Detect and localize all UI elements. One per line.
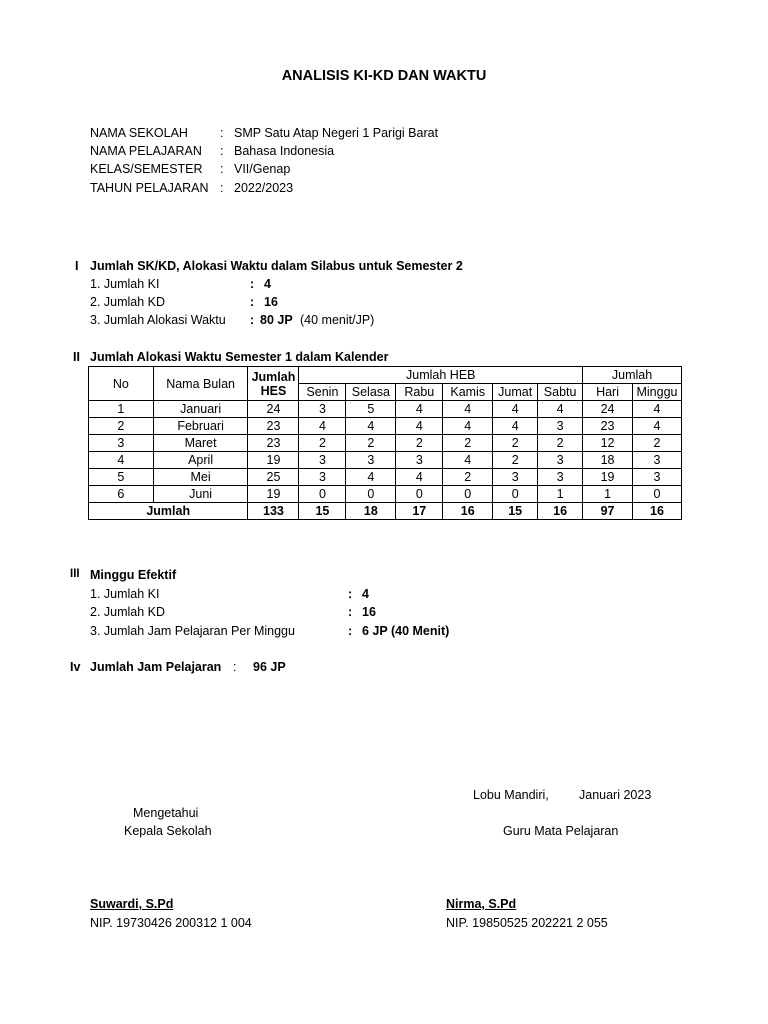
row-hari: 18 [583,452,633,469]
row-no: 6 [89,486,154,503]
signature-left-name: Suwardi, S.Pd [90,897,174,911]
header-hari: Hari [583,384,633,401]
table-total-row [89,503,682,520]
row-heb: 2 [538,435,583,452]
header-hes-line2: HES [260,383,287,398]
info-label: NAMA SEKOLAH [90,126,188,140]
row-heb: 4 [299,418,346,435]
info-label: NAMA PELAJARAN [90,144,202,158]
row-minggu: 4 [632,401,681,418]
section-heading: Jumlah Alokasi Waktu Semester 1 dalam Kalender [90,350,389,364]
info-value: Bahasa Indonesia [234,144,335,158]
info-label: KELAS/SEMESTER [90,162,203,176]
row-heb: 4 [396,418,443,435]
row-hari: 24 [583,401,633,418]
row-heb: 3 [299,469,346,486]
row-heb: 2 [443,435,493,452]
total-hes: 133 [248,503,299,520]
table-header-row [89,367,682,384]
row-heb: 2 [443,469,493,486]
row-minggu: 3 [632,469,681,486]
row-hes: 23 [248,418,299,435]
row-minggu: 0 [632,486,681,503]
item-sep: : [233,660,237,674]
row-hes: 19 [248,486,299,503]
total-heb: 16 [538,503,583,520]
signature-left-line1: Mengetahui [133,806,199,820]
row-hes: 24 [248,401,299,418]
item-label: 2. Jumlah KD [90,295,166,309]
row-no: 4 [89,452,154,469]
item-value: 96 JP [253,660,286,674]
row-heb: 3 [538,418,583,435]
row-bulan: Mei [153,469,248,486]
item-label: 2. Jumlah KD [90,605,166,619]
row-hes: 25 [248,469,299,486]
total-heb: 15 [493,503,538,520]
info-sep: : [220,144,224,158]
header-heb: Jumlah HEB [299,367,583,384]
row-heb: 0 [443,486,493,503]
item-label: 3. Jumlah Alokasi Waktu [90,313,226,327]
header-hes [248,367,299,401]
header-day: Rabu [396,384,443,401]
row-heb: 4 [443,401,493,418]
row-hari: 12 [583,435,633,452]
row-heb: 4 [346,418,396,435]
section-heading: Minggu Efektif [90,568,177,582]
signature-left-nip: NIP. 19730426 200312 1 004 [90,916,252,930]
row-minggu: 2 [632,435,681,452]
total-heb: 18 [346,503,396,520]
row-hes: 19 [248,452,299,469]
row-heb: 4 [538,401,583,418]
info-value: 2022/2023 [234,181,294,195]
row-hari: 19 [583,469,633,486]
item-sep: : [250,277,255,291]
table-row [89,418,682,435]
section-number: I [75,259,79,273]
row-heb: 0 [396,486,443,503]
item-sep: : [250,313,255,327]
row-heb: 3 [538,452,583,469]
row-heb: 3 [396,452,443,469]
row-heb: 4 [396,401,443,418]
row-bulan: Maret [153,435,248,452]
header-bulan: Nama Bulan [153,367,248,401]
table-body [89,401,682,503]
header-day: Jumat [493,384,538,401]
row-minggu: 3 [632,452,681,469]
item-sep: : [348,624,353,638]
row-no: 2 [89,418,154,435]
header-day: Senin [299,384,346,401]
row-no: 3 [89,435,154,452]
item-label: 1. Jumlah KI [90,587,160,601]
header-no: No [89,367,154,401]
row-heb: 2 [493,452,538,469]
row-bulan: Januari [153,401,248,418]
total-heb: 16 [443,503,493,520]
item-sep: : [348,587,353,601]
table-row [89,452,682,469]
row-heb: 3 [299,401,346,418]
section-number: III [70,568,80,580]
section-heading: Jumlah Jam Pelajaran [90,660,222,674]
table-row [89,435,682,452]
row-heb: 2 [299,435,346,452]
row-no: 1 [89,401,154,418]
item-value: 6 JP (40 Menit) [362,624,450,638]
row-heb: 3 [346,452,396,469]
info-label: TAHUN PELAJARAN [90,181,209,195]
info-value: SMP Satu Atap Negeri 1 Parigi Barat [234,126,439,140]
header-hes-line1: Jumlah [251,369,296,384]
signature-date: Januari 2023 [579,788,652,802]
item-sep: : [250,295,255,309]
item-label: 3. Jumlah Jam Pelajaran Per Minggu [90,624,295,638]
row-heb: 4 [443,452,493,469]
row-heb: 2 [346,435,396,452]
item-label: 1. Jumlah KI [90,277,160,291]
row-heb: 0 [346,486,396,503]
item-value: 80 JP [260,313,293,327]
signature-place: Lobu Mandiri, [473,788,549,802]
row-heb: 4 [493,418,538,435]
total-heb: 15 [299,503,346,520]
row-heb: 4 [396,469,443,486]
row-hari: 1 [583,486,633,503]
table-row [89,401,682,418]
row-heb: 5 [346,401,396,418]
header-minggu: Minggu [632,384,681,401]
info-sep: : [220,162,224,176]
row-heb: 3 [299,452,346,469]
section-number: II [73,350,80,364]
row-heb: 4 [346,469,396,486]
header-jumlah: Jumlah [583,367,682,384]
item-extra: (40 menit/JP) [300,313,375,327]
row-heb: 0 [493,486,538,503]
header-day: Selasa [346,384,396,401]
section-number: Iv [70,660,81,674]
row-bulan: Februari [153,418,248,435]
total-label: Jumlah [89,503,248,520]
row-heb: 2 [396,435,443,452]
info-sep: : [220,181,224,195]
row-hes: 23 [248,435,299,452]
row-heb: 2 [493,435,538,452]
row-heb: 3 [493,469,538,486]
total-hari: 97 [583,503,633,520]
row-heb: 1 [538,486,583,503]
row-heb: 4 [443,418,493,435]
item-sep: : [348,605,353,619]
item-value: 4 [362,587,369,601]
document-title: ANALISIS KI-KD DAN WAKTU [281,68,487,84]
info-sep: : [220,126,224,140]
row-hari: 23 [583,418,633,435]
item-value: 4 [264,277,271,291]
row-heb: 3 [538,469,583,486]
signature-right-nip: NIP. 19850525 202221 2 055 [446,916,608,930]
total-heb: 17 [396,503,443,520]
header-day: Kamis [443,384,493,401]
item-value: 16 [264,295,278,309]
table-row [89,469,682,486]
row-no: 5 [89,469,154,486]
row-bulan: Juni [153,486,248,503]
signature-left-line2: Kepala Sekolah [124,824,212,838]
info-value: VII/Genap [234,162,291,176]
signature-right-role: Guru Mata Pelajaran [503,824,619,838]
table-row [89,486,682,503]
section-heading: Jumlah SK/KD, Alokasi Waktu dalam Silabus untuk Semester 2 [90,259,463,273]
item-value: 16 [362,605,376,619]
row-bulan: April [153,452,248,469]
row-heb: 0 [299,486,346,503]
header-day: Sabtu [538,384,583,401]
signature-right-name: Nirma, S.Pd [446,897,517,911]
calendar-table [88,366,682,520]
row-heb: 4 [493,401,538,418]
total-minggu: 16 [632,503,681,520]
row-minggu: 4 [632,418,681,435]
